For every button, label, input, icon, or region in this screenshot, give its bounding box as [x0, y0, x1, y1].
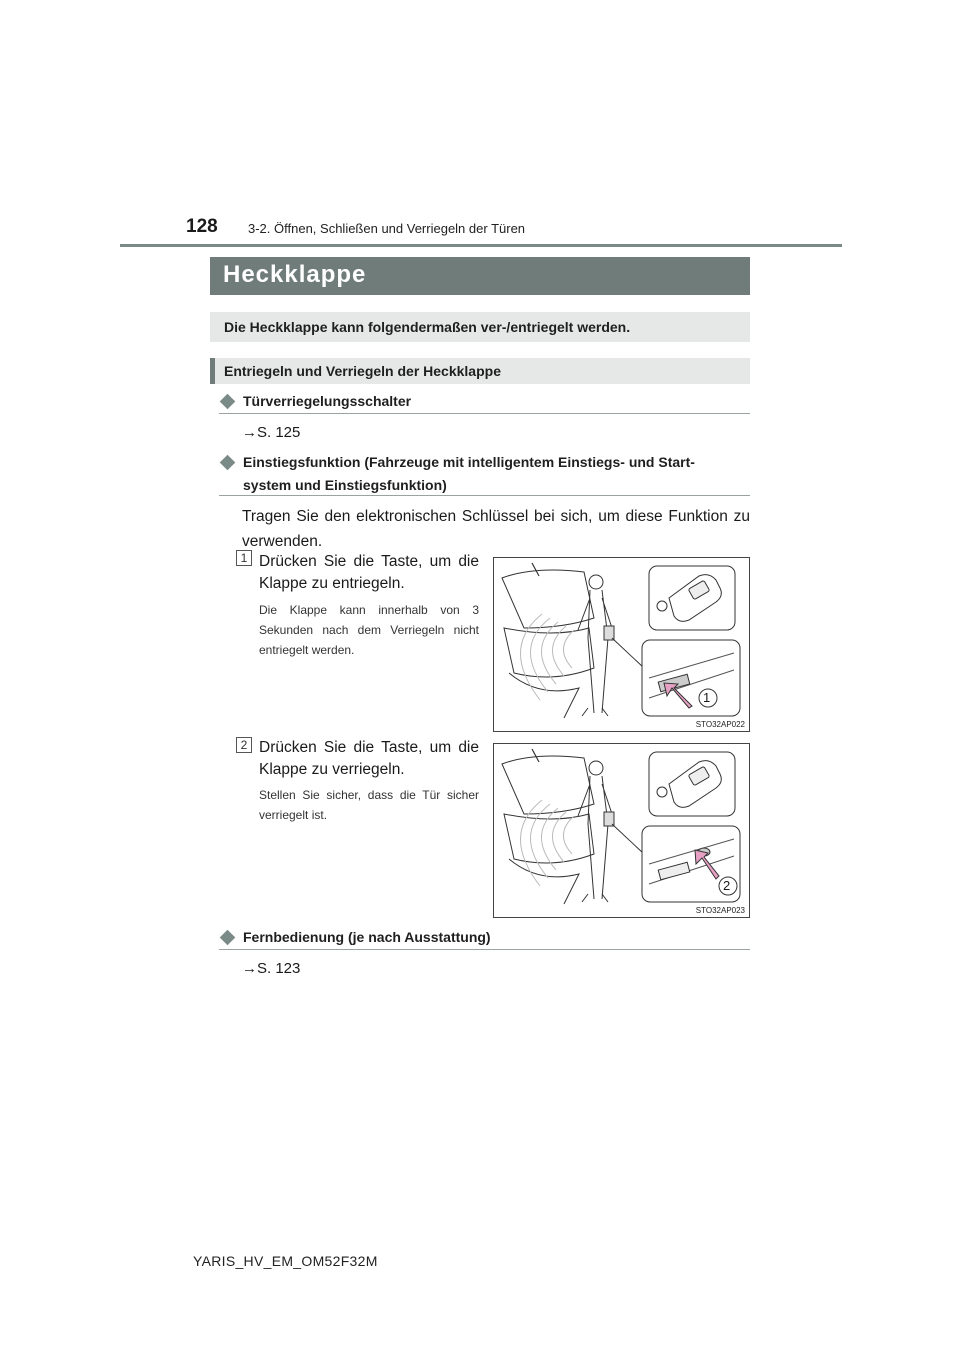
car-tailgate-illustration: [494, 744, 749, 917]
divider: [219, 413, 750, 414]
figure-callout: 1: [703, 690, 711, 705]
step-number: 2: [236, 737, 252, 753]
step-note: Die Klappe kann innerhalb von 3 Sekunden nach dem Verriegeln nicht entriegelt werden.: [259, 603, 479, 657]
car-tailgate-illustration: [494, 558, 749, 731]
page-title: Heckklappe: [210, 257, 750, 295]
illustration-lock: [493, 743, 750, 918]
item-heading-smart-entry: Einstiegsfunktion (Fahrzeuge mit intelligentem Einstiegs- und Start- system und Einstiegsfunktion): [219, 451, 750, 497]
divider: [219, 949, 750, 950]
figure-code: STO32AP023: [695, 906, 745, 915]
header-divider: [120, 244, 842, 247]
page-number: 128: [186, 216, 218, 237]
item-heading-door-lock-switch: Türverriegelungsschalter: [219, 390, 411, 413]
item-body: Tragen Sie den elektronischen Schlüssel bei sich, um diese Funktion zu verwenden.: [242, 508, 750, 550]
diamond-bullet-icon: [220, 394, 236, 410]
diamond-bullet-icon: [220, 455, 236, 471]
intro-text: Die Heckklappe kann folgendermaßen ver-/entriegelt werden.: [210, 312, 750, 342]
figure-code: STO32AP022: [695, 720, 745, 729]
footer-document-code: YARIS_HV_EM_OM52F32M: [193, 1253, 378, 1269]
subheading: Entriegeln und Verriegeln der Heckklappe: [210, 358, 750, 384]
figure-callout: 2: [723, 878, 731, 893]
step-number: 1: [236, 550, 252, 566]
illustration-unlock: [493, 557, 750, 732]
diamond-bullet-icon: [220, 930, 236, 946]
section-header: 3-2. Öffnen, Schließen und Verriegeln der Türen: [248, 221, 526, 236]
item-heading-remote-control: Fernbedienung (je nach Ausstattung): [219, 926, 491, 949]
page-reference[interactable]: →S. 123: [242, 960, 301, 977]
subheading-accent: [210, 358, 215, 384]
page-reference[interactable]: →S. 125: [242, 424, 301, 441]
step-note: Stellen Sie sicher, dass die Tür sicher verriegelt ist.: [259, 788, 479, 822]
step-text: Drücken Sie die Taste, um die Klappe zu verriegeln.: [259, 739, 479, 778]
divider: [219, 495, 750, 496]
step-text: Drücken Sie die Taste, um die Klappe zu entriegeln.: [259, 553, 479, 592]
